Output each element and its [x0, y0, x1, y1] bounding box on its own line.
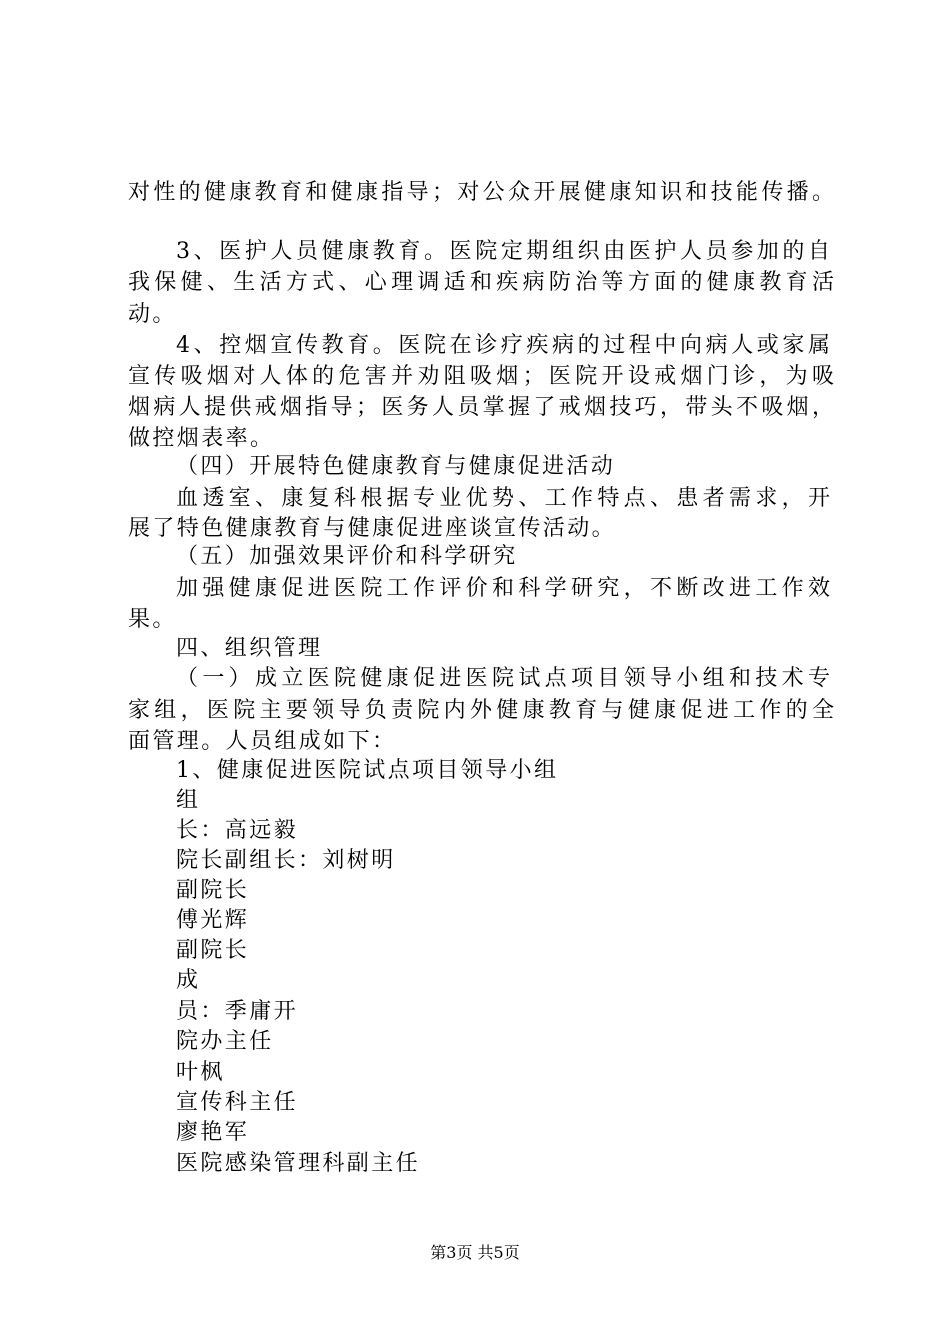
list-item: 1、健康促进医院试点项目领导小组: [176, 758, 559, 783]
list-item: 院办主任: [176, 1029, 274, 1054]
paragraph-line: 宣传吸烟对人体的危害并劝阻吸烟；医院开设戒烟门诊，为吸: [128, 364, 834, 389]
paragraph-line: 3、医护人员健康教育。医院定期组织由医护人员参加的自: [176, 239, 830, 264]
list-item: 员：季庸开: [176, 999, 299, 1024]
paragraph-line: 烟病人提供戒烟指导；医务人员掌握了戒烟技巧，带头不吸烟，: [128, 395, 834, 420]
list-item: 医院感染管理科副主任: [176, 1151, 421, 1176]
paragraph-line: （一）成立医院健康促进医院试点项目领导小组和技术专: [176, 666, 830, 691]
list-item: 组: [176, 788, 201, 813]
paragraph-line: 动。: [128, 302, 177, 327]
list-item: 院长副组长：刘树明: [176, 848, 396, 873]
paragraph-line: 家组，医院主要领导负责院内外健康教育与健康促进工作的全: [128, 698, 834, 723]
paragraph-line: 4、控烟宣传教育。医院在诊疗疾病的过程中向病人或家属: [176, 333, 830, 358]
list-item: 廖艳军: [176, 1120, 250, 1145]
paragraph-line: 面管理。人员组成如下：: [128, 729, 397, 754]
section-heading: （五）加强效果评价和科学研究: [176, 544, 518, 569]
list-item: 副院长: [176, 938, 250, 963]
paragraph-line: 对性的健康教育和健康指导；对公众开展健康知识和技能传播。: [128, 180, 834, 205]
list-item: 副院长: [176, 878, 250, 903]
list-item: 宣传科主任: [176, 1090, 299, 1115]
paragraph-line: 血透室、康复科根据专业优势、工作特点、患者需求，开: [176, 486, 830, 511]
paragraph-line: 我保健、生活方式、心理调适和疾病防治等方面的健康教育活: [128, 270, 834, 295]
paragraph-line: 加强健康促进医院工作评价和科学研究，不断改进工作效: [176, 576, 830, 601]
list-item: 长：高远毅: [176, 818, 299, 843]
list-item: 成: [176, 968, 201, 993]
section-heading: （四）开展特色健康教育与健康促进活动: [176, 454, 616, 479]
list-item: 傅光辉: [176, 908, 250, 933]
paragraph-line: 展了特色健康教育与健康促进座谈宣传活动。: [128, 516, 617, 541]
list-item: 叶枫: [176, 1060, 225, 1085]
paragraph-line: 果。: [128, 607, 177, 632]
paragraph-line: 做控烟表率。: [128, 426, 275, 451]
section-heading: 四、组织管理: [176, 636, 323, 661]
page-footer: 第3页 共5页: [430, 1243, 520, 1262]
